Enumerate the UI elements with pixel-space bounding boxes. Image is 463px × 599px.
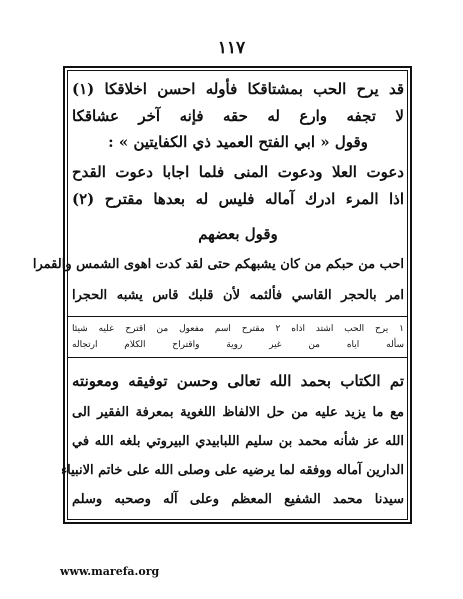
footnote-divider bbox=[67, 316, 408, 317]
colophon-line: الدارين آماله ووفقه لما يرضيه على وصلى الله على خاتم الانبياء bbox=[61, 463, 404, 478]
poem-line: قد يرح الحب بمشتاقكا فأوله احسن اخلاقكا (١) bbox=[72, 80, 404, 98]
footnote-line: ١ يرح الحب اشتد اذاه ٢ مقترح اسم مفعول من اقترح عليه شيئا bbox=[72, 324, 404, 334]
colophon-divider bbox=[67, 357, 408, 358]
footnote-line: سأله اياه من غير روية واقتراح الكلام ارتجاله bbox=[72, 340, 404, 350]
poem-heading: وقول « ابي الفتح العميد ذي الكفايتين » : bbox=[108, 133, 368, 151]
colophon-line: تم الكتاب بحمد الله تعالى وحسن توفيقه ومعونته bbox=[72, 372, 404, 390]
page-number: ١١٧ bbox=[217, 38, 246, 58]
poem-line: امر بالحجر القاسي فألثمه لأن قلبك قاس يشبه الحجرا bbox=[72, 288, 404, 303]
colophon-line: مع ما يزيد عليه من حل الالفاظ اللغوية بمعرفة الفقير الى bbox=[72, 405, 404, 420]
poem-line: دعوت العلا ودعوت المنى فلما اجابا دعوت القدح bbox=[72, 163, 404, 181]
colophon-line: الله عز شأنه محمد بن سليم اللبابيدي البيروتي بلغه الله في bbox=[72, 434, 404, 449]
poem-line: لا تجفه وارع له حقه فإنه آخر عشاقكا bbox=[72, 107, 404, 125]
poem-line: اذا المرء ادرك آماله فليس له بعدها مقترح (٢) bbox=[72, 190, 404, 208]
colophon-line: سيدنا محمد الشفيع المعظم وعلى آله وصحبه وسلم bbox=[72, 492, 404, 507]
poem-line: احب من حبكم من كان يشبهكم حتى لقد كدت اهوى الشمس والقمرا bbox=[32, 257, 404, 272]
poem-heading: وقول بعضهم bbox=[198, 225, 278, 243]
website-watermark: www.marefa.org bbox=[60, 565, 160, 578]
